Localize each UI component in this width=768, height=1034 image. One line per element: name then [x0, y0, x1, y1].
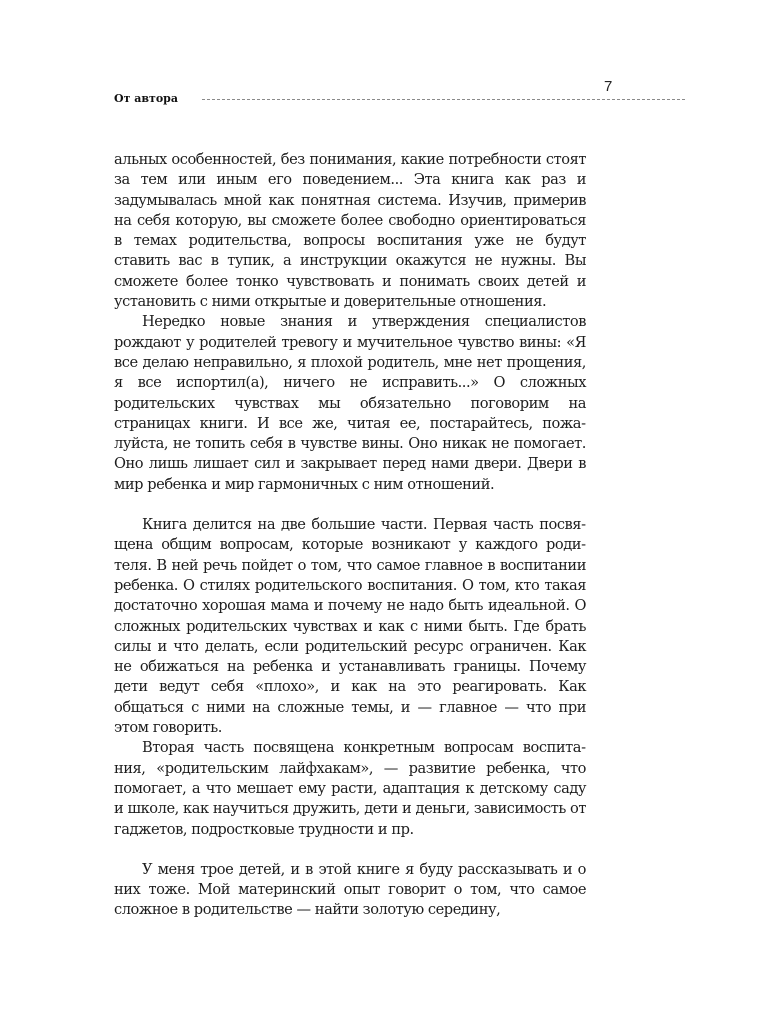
- paragraph-1: альных особенностей, без понимания, какие потребности стоят за тем или иным его поведением... Эта книга как раз и задумывалась мной как понятная система. Изучив, примерив на себя которую, вы сможете более свободно ориентироваться в темах родительства, вопросы воспитания уже не будут ставить вас в тупик, а инструкции окажутся не нужны. Вы сможете более тонко чувствовать и понимать своих детей и установить с ними открытые и доверительные отношения.: [114, 151, 586, 311]
- header-divider: [202, 99, 685, 100]
- body-text: [114, 150, 586, 921]
- page-number: 7: [604, 78, 613, 95]
- paragraph-5: У меня трое детей, и в этой книге я буду рассказывать и о них тоже. Мой материнский опыт говорит о том, что самое сложное в родительстве — найти золотую середину,: [114, 860, 586, 919]
- running-head: От автора: [114, 92, 178, 105]
- paragraph-2: Нередко новые знания и утверждения специалистов рождают у родителей тревогу и мучительное чувство вины: «Я все делаю неправильно, я плохой родитель, мне нет прощения, я все испортил(а), ничего не исправить...» О сложных родительских чувствах мы обязательно поговорим на страницах книги. И все же, читая ее, постарайтесь, пожалуйста, не топить себя в чувстве вины. Оно никак не помогает. Оно лишь лишает сил и закрывает перед нами двери. Двери в мир ребенка и мир гармоничных с ним отношений.: [114, 313, 586, 493]
- paragraph-4: Вторая часть посвящена конкретным вопросам воспитания, «родительским лайфхакам», — развитие ребенка, что помогает, а что мешает ему расти, адаптация к детскому саду и школе, как научиться дружить, дети и деньги, зависимость от гаджетов, подростковые трудности и пр.: [114, 739, 586, 838]
- paragraph-3: Книга делится на две большие части. Первая часть посвящена общим вопросам, которые возникают у каждого родителя. В ней речь пойдет о том, что самое главное в воспитании ребенка. О стилях родительского воспитания. О том, кто такая достаточно хорошая мама и почему не надо быть идеальной. О сложных родительских чувствах и как с ними быть. Где брать силы и что делать, если родительский ресурс ограничен. Как не обижаться на ребенка и устанавливать границы. Почему дети ведут себя «плохо», и как на это реагировать. Как общаться с ними на сложные темы, и — главное — что при этом говорить.: [114, 516, 586, 737]
